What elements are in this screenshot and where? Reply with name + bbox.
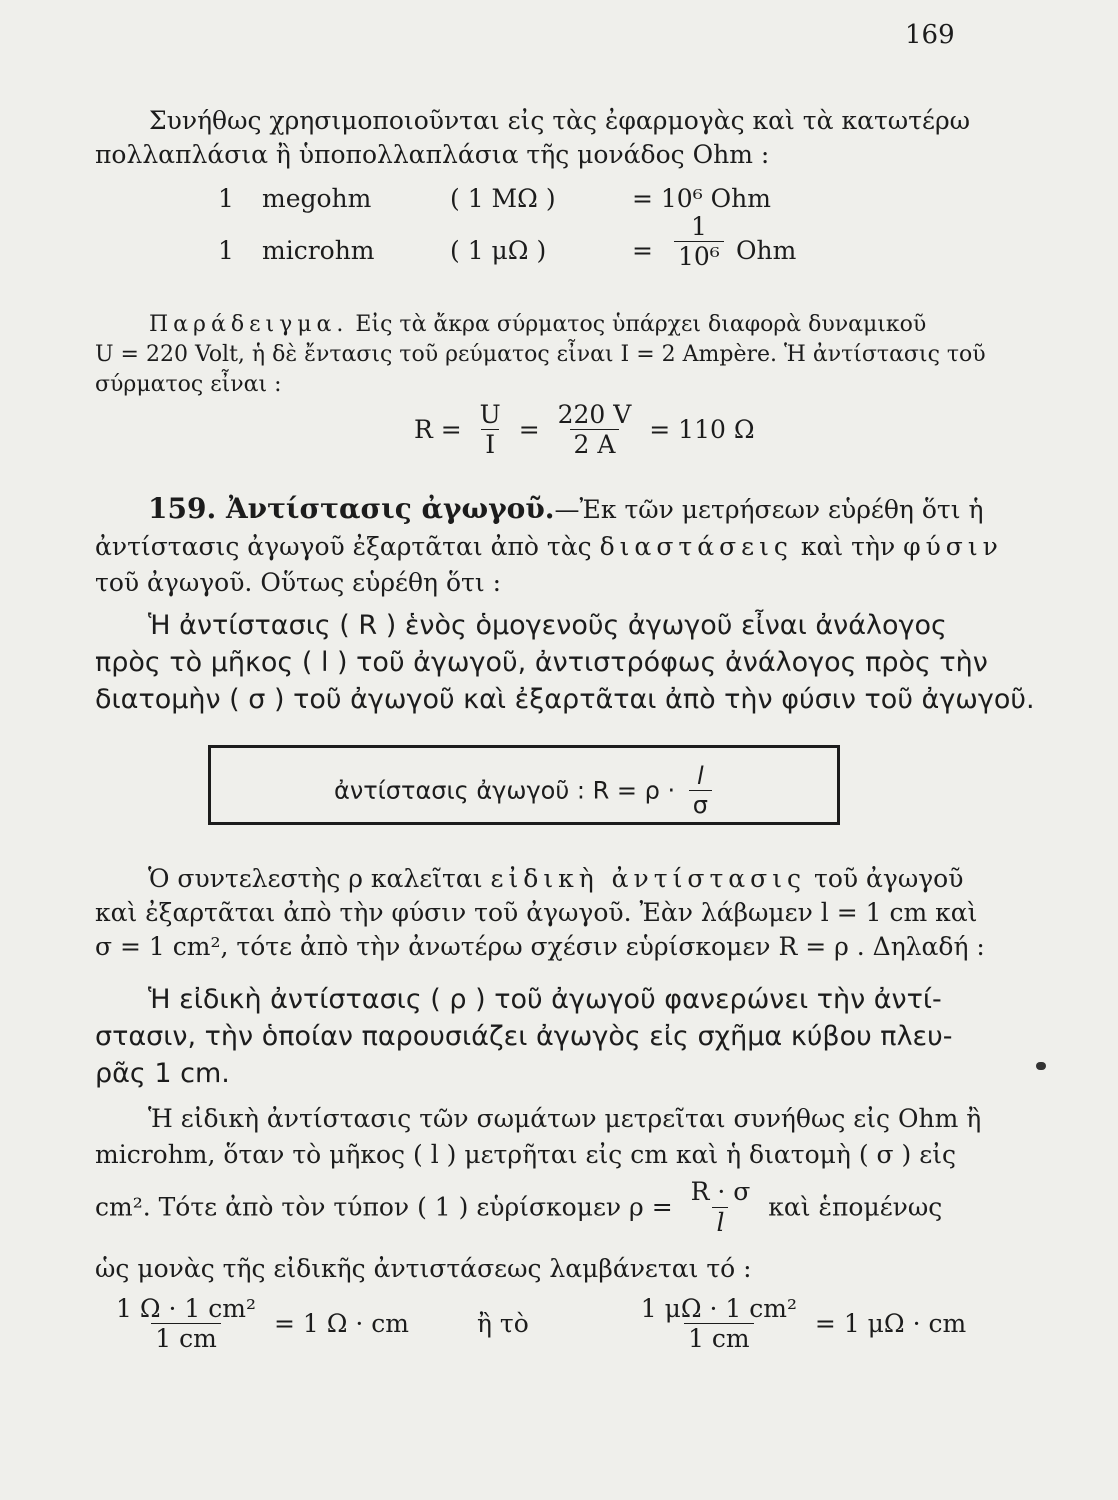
page-number: 169 — [905, 20, 955, 50]
measurement-line-3 — [95, 1177, 942, 1238]
box-formula-label: ἀντίστασις ἀγωγοῦ : — [334, 776, 585, 805]
fraction-denominator: 1 cm — [151, 1323, 221, 1353]
coefficient-line-2: καὶ ἐξαρτᾶται ἀπὸ τὴν φύσιν τοῦ ἀγωγοῦ. Ἐὰν λάβωμεν l = 1 cm καὶ — [95, 898, 978, 927]
formula-result: = 110 Ω — [649, 415, 755, 444]
example-formula — [414, 400, 755, 459]
example-text: Εἰς τὰ ἄκρα σύρματος ὑπάρχει διαφορὰ δυναμικοῦ — [355, 312, 927, 337]
fraction-numerator: 1 Ω · 1 cm² — [116, 1294, 257, 1323]
section-line-2 — [95, 532, 1003, 562]
section-line-3: τοῦ ἀγωγοῦ. Οὕτως εὑρέθη ὅτι : — [95, 568, 502, 597]
box-formula — [334, 762, 718, 819]
unit-count: 1 — [218, 236, 234, 265]
definition-line-1: Ἡ εἰδικὴ ἀντίστασις ( ρ ) τοῦ ἀγωγοῦ φανερώνει τὴν ἀντί- — [148, 984, 942, 1015]
unit-fraction-ohm — [112, 1294, 260, 1353]
law-line-2: πρὸς τὸ μῆκος ( l ) τοῦ ἀγωγοῦ, ἀντιστρόφως ἀνάλογος πρὸς τὴν — [95, 647, 988, 678]
fraction-denominator: l — [712, 1207, 728, 1238]
unit-equals: = 10⁶ Ohm — [632, 184, 771, 213]
section-heading — [148, 492, 983, 525]
section-text: ἀντίστασις ἀγωγοῦ ἐξαρτᾶται ἀπὸ τὰς — [95, 532, 592, 561]
unit-eq-sign: = — [632, 236, 653, 265]
unit-symbol: ( 1 MΩ ) — [450, 184, 556, 213]
coefficient-text: τοῦ ἀγωγοῦ — [814, 864, 964, 893]
fraction-numerator: R · σ — [690, 1177, 751, 1206]
fraction-numerator: 1 — [690, 212, 707, 241]
ink-spot — [1036, 1062, 1046, 1070]
measurement-line-2: microhm, ὅταν τὸ μῆκος ( l ) μετρῆται εἰς cm καὶ ἡ διατομὴ ( σ ) εἰς — [95, 1140, 956, 1169]
emphasis-dimensions: διαστάσεις — [599, 532, 793, 561]
definition-line-3: ρᾶς 1 cm. — [95, 1058, 230, 1089]
example-label: Παράδειγμα. — [149, 312, 349, 337]
fraction-numerator: l — [697, 762, 704, 790]
unit-name: microhm — [262, 236, 375, 265]
formula-eq: = — [518, 415, 540, 444]
section-text: καὶ τὴν — [800, 532, 896, 561]
example-line-2: U = 220 Volt, ἡ δὲ ἔντασις τοῦ ρεύματος εἶναι I = 2 Ampère. Ἡ ἀντίστασις τοῦ — [95, 342, 986, 367]
coefficient-line-3: σ = 1 cm², τότε ἀπὸ τὴν ἀνωτέρω σχέσιν εὑρίσκομεν R = ρ . Δηλαδή : — [95, 932, 985, 961]
formula-fraction-values — [554, 400, 636, 459]
unit-symbol: ( 1 μΩ ) — [450, 236, 547, 265]
fraction-denominator: 2 A — [570, 429, 620, 459]
definition-line-2: στασιν, τὴν ὁποίαν παρουσιάζει ἀγωγὸς εἰς σχῆμα κύβου πλευ- — [95, 1021, 953, 1052]
fraction-numerator: U — [479, 400, 501, 429]
intro-line-1: Συνήθως χρησιμοποιοῦνται εἰς τὰς ἐφαρμογὰς καὶ τὰ κατωτέρω — [149, 106, 971, 135]
intro-line-2: πολλαπλάσια ἢ ὑποπολλαπλάσια τῆς μονάδος Ohm : — [95, 140, 770, 169]
fraction-denominator: 1 cm — [684, 1323, 754, 1353]
unit-or: ἢ τὸ — [476, 1309, 529, 1338]
fraction-denominator: σ — [689, 790, 712, 819]
measurement-text: καὶ ἑπομένως — [768, 1192, 943, 1222]
measurement-line-4: ὡς μονὰς τῆς εἰδικῆς ἀντιστάσεως λαμβάνεται τό : — [95, 1254, 752, 1283]
unit-label: Ohm — [736, 236, 797, 265]
coefficient-line-1 — [148, 864, 963, 894]
section-title-rest: —Ἐκ τῶν μετρήσεων εὑρέθη ὅτι ἡ — [554, 495, 984, 524]
fraction-numerator: 220 V — [557, 400, 632, 429]
measurement-line-1: Ἡ εἰδικὴ ἀντίστασις τῶν σωμάτων μετρεῖται συνήθως εἰς Ohm ἢ — [148, 1104, 982, 1133]
unit-fraction — [674, 212, 724, 271]
fraction-denominator: I — [481, 429, 499, 459]
law-line-1: Ἡ ἀντίστασις ( R ) ἑνὸς ὁμογενοῦς ἀγωγοῦ εἶναι ἀνάλογος — [148, 610, 947, 641]
measurement-text: cm². Τότε ἀπὸ τὸν τύπον ( 1 ) εὑρίσκομεν ρ = — [95, 1192, 673, 1222]
unit-result-microohm: = 1 μΩ · cm — [814, 1309, 967, 1338]
unit-name: megohm — [262, 184, 372, 213]
box-formula-lhs: R = ρ · — [592, 776, 676, 805]
formula-fraction-ui — [476, 400, 505, 459]
formula-r: R = — [414, 415, 462, 444]
section-title: 159. Ἀντίστασις ἀγωγοῦ. — [148, 492, 555, 525]
coefficient-text: Ὁ συντελεστὴς ρ καλεῖται — [148, 864, 483, 893]
unit-result-ohm: = 1 Ω · cm — [273, 1309, 409, 1338]
box-formula-fraction — [689, 762, 712, 819]
emphasis-specific-resistance: εἰδικὴ ἀντίστασις — [490, 864, 807, 893]
fraction-denominator: 10⁶ — [674, 241, 724, 271]
resistance-formula-box — [208, 745, 840, 825]
unit-fraction-microohm — [637, 1294, 801, 1353]
law-line-3: διατομὴν ( σ ) τοῦ ἀγωγοῦ καὶ ἐξαρτᾶται ἀπὸ τὴν φύσιν τοῦ ἀγωγοῦ. — [95, 684, 1035, 715]
unit-count: 1 — [218, 184, 234, 213]
unit-formula — [106, 1294, 966, 1353]
example-line-1 — [149, 312, 926, 338]
emphasis-nature: φύσιν — [903, 532, 1003, 561]
example-line-3: σύρματος εἶναι : — [95, 372, 282, 397]
rho-fraction — [687, 1177, 755, 1238]
fraction-numerator: 1 μΩ · 1 cm² — [640, 1294, 797, 1323]
